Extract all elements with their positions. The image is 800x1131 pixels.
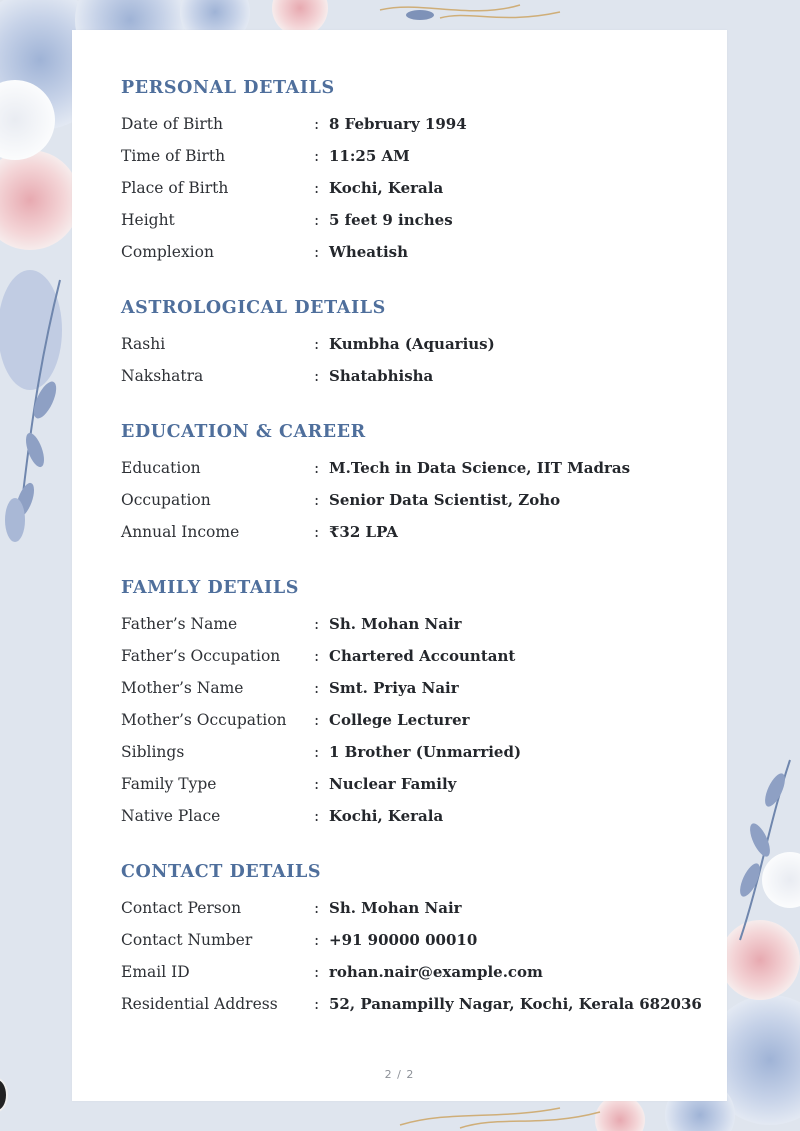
detail-row xyxy=(121,960,701,984)
detail-label: Height xyxy=(121,211,175,229)
separator-colon: : xyxy=(314,931,320,949)
section-title: FAMILY DETAILS xyxy=(121,578,299,598)
detail-row xyxy=(121,928,701,952)
detail-value: Kochi, Kerala xyxy=(329,179,444,197)
detail-value: 5 feet 9 inches xyxy=(329,211,453,229)
detail-label: Siblings xyxy=(121,743,185,761)
detail-row xyxy=(121,240,701,264)
detail-row xyxy=(121,456,701,480)
detail-value: 52, Panampilly Nagar, Kochi, Kerala 682036 xyxy=(329,995,702,1013)
detail-label: Father’s Name xyxy=(121,615,238,633)
detail-value: 1 Brother (Unmarried) xyxy=(329,743,522,761)
detail-row xyxy=(121,708,701,732)
detail-value: +91 90000 00010 xyxy=(329,931,478,949)
section-education-career xyxy=(121,421,701,541)
detail-value: Smt. Priya Nair xyxy=(329,679,459,697)
detail-label: Place of Birth xyxy=(121,179,229,197)
detail-row xyxy=(121,112,701,136)
detail-value: Sh. Mohan Nair xyxy=(329,615,462,633)
document-page xyxy=(72,30,727,1101)
detail-row xyxy=(121,992,701,1016)
separator-colon: : xyxy=(314,459,320,477)
section-title: EDUCATION & CAREER xyxy=(121,422,366,442)
detail-value: M.Tech in Data Science, IIT Madras xyxy=(329,459,631,477)
detail-value: Senior Data Scientist, Zoho xyxy=(329,491,561,509)
detail-row xyxy=(121,364,701,388)
detail-value: 8 February 1994 xyxy=(329,115,467,133)
detail-value: Wheatish xyxy=(329,243,408,261)
separator-colon: : xyxy=(314,179,320,197)
page-number: 2 / 2 xyxy=(384,1068,415,1081)
detail-row xyxy=(121,520,701,544)
detail-label: Nakshatra xyxy=(121,367,204,385)
detail-row xyxy=(121,144,701,168)
detail-row xyxy=(121,740,701,764)
detail-label: Annual Income xyxy=(121,523,240,541)
section-astrological-details xyxy=(121,297,701,385)
detail-label: Occupation xyxy=(121,491,211,509)
section-title: ASTROLOGICAL DETAILS xyxy=(121,298,386,318)
detail-value: Shatabhisha xyxy=(329,367,434,385)
section-personal-details xyxy=(121,77,701,261)
separator-colon: : xyxy=(314,711,320,729)
separator-colon: : xyxy=(314,775,320,793)
separator-colon: : xyxy=(314,679,320,697)
detail-row xyxy=(121,612,701,636)
separator-colon: : xyxy=(314,211,320,229)
detail-value: Kochi, Kerala xyxy=(329,807,444,825)
detail-label: Family Type xyxy=(121,775,217,793)
detail-label: Mother’s Occupation xyxy=(121,711,287,729)
detail-label: Email ID xyxy=(121,963,190,981)
separator-colon: : xyxy=(314,615,320,633)
separator-colon: : xyxy=(314,335,320,353)
section-title: CONTACT DETAILS xyxy=(121,862,322,882)
separator-colon: : xyxy=(314,963,320,981)
detail-value: College Lecturer xyxy=(329,711,470,729)
separator-colon: : xyxy=(314,115,320,133)
detail-label: Father’s Occupation xyxy=(121,647,281,665)
detail-label: Complexion xyxy=(121,243,214,261)
separator-colon: : xyxy=(314,147,320,165)
detail-value: rohan.nair@example.com xyxy=(329,963,543,981)
detail-row xyxy=(121,208,701,232)
detail-value: 11:25 AM xyxy=(329,147,410,165)
detail-value: ₹32 LPA xyxy=(329,523,398,541)
detail-label: Date of Birth xyxy=(121,115,223,133)
detail-value: Nuclear Family xyxy=(329,775,457,793)
detail-label: Residential Address xyxy=(121,995,278,1013)
detail-value: Chartered Accountant xyxy=(329,647,516,665)
detail-row xyxy=(121,176,701,200)
detail-label: Mother’s Name xyxy=(121,679,244,697)
separator-colon: : xyxy=(314,367,320,385)
detail-row xyxy=(121,332,701,356)
detail-row xyxy=(121,676,701,700)
detail-row xyxy=(121,804,701,828)
detail-label: Rashi xyxy=(121,335,166,353)
detail-row xyxy=(121,772,701,796)
detail-label: Contact Number xyxy=(121,931,253,949)
section-title: PERSONAL DETAILS xyxy=(121,78,335,98)
detail-row xyxy=(121,644,701,668)
scroll-handle[interactable] xyxy=(0,1078,8,1112)
separator-colon: : xyxy=(314,243,320,261)
separator-colon: : xyxy=(314,899,320,917)
section-contact-details xyxy=(121,861,702,1013)
detail-row xyxy=(121,896,701,920)
section-family-details xyxy=(121,577,701,825)
separator-colon: : xyxy=(314,995,320,1013)
separator-colon: : xyxy=(314,523,320,541)
detail-value: Kumbha (Aquarius) xyxy=(329,335,495,353)
detail-label: Contact Person xyxy=(121,899,242,917)
detail-row xyxy=(121,488,701,512)
detail-label: Education xyxy=(121,459,201,477)
separator-colon: : xyxy=(314,743,320,761)
detail-label: Time of Birth xyxy=(121,147,226,165)
detail-label: Native Place xyxy=(121,807,221,825)
separator-colon: : xyxy=(314,647,320,665)
separator-colon: : xyxy=(314,807,320,825)
separator-colon: : xyxy=(314,491,320,509)
detail-value: Sh. Mohan Nair xyxy=(329,899,462,917)
